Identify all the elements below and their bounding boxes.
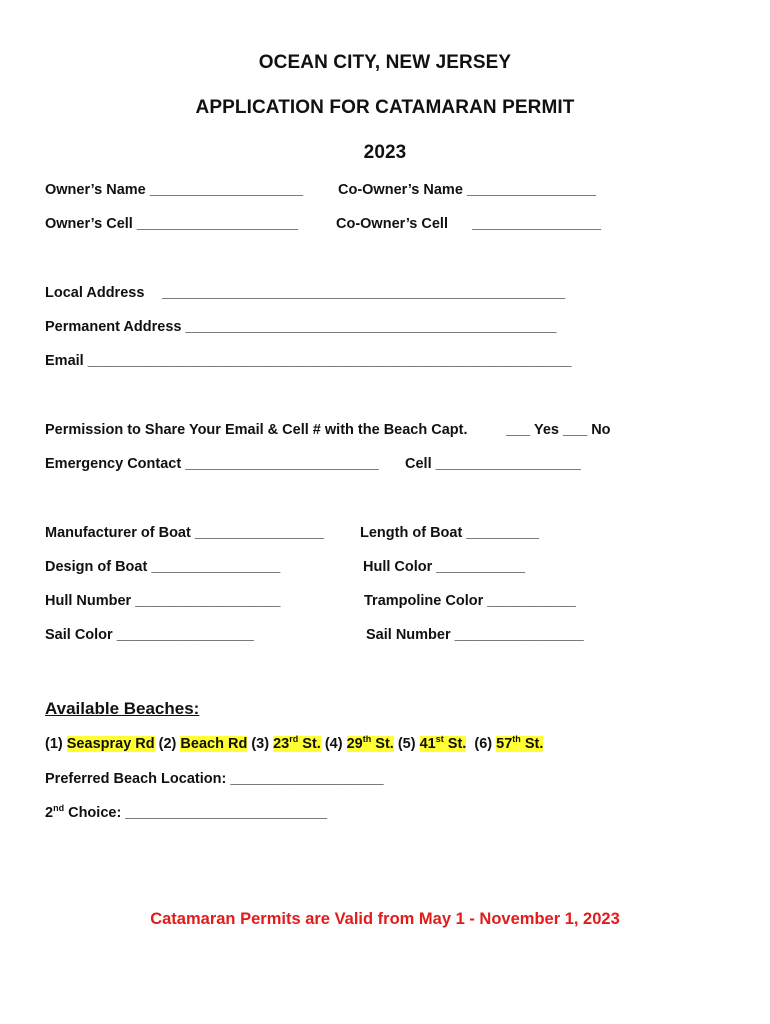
beach-6-sup: th — [512, 734, 521, 744]
beach-2-num: (2) — [158, 736, 177, 752]
permanent-address-field[interactable]: Permanent Address ______________________________________________ — [45, 319, 557, 335]
emergency-cell-field[interactable]: Cell __________________ — [405, 456, 581, 472]
length-field[interactable]: Length of Boat _________ — [360, 525, 539, 541]
co-owners-cell-line[interactable]: ________________ — [472, 216, 602, 232]
beach-2-name: Beach Rd — [180, 736, 248, 752]
owners-cell-field[interactable]: Owner’s Cell ____________________ — [45, 216, 299, 232]
form-title: APPLICATION FOR CATAMARAN PERMIT — [195, 97, 575, 118]
city-title: OCEAN CITY, NEW JERSEY — [258, 52, 512, 73]
second-choice-field[interactable] — [45, 805, 327, 821]
beach-6-num: (6) — [474, 736, 493, 752]
design-field[interactable]: Design of Boat ________________ — [45, 559, 281, 575]
beach-4-name — [347, 736, 394, 752]
beach-3-sup: rd — [289, 734, 299, 744]
share-permission-yes-no[interactable]: ___ Yes ___ No — [506, 422, 611, 438]
beach-5-suffix: St. — [443, 736, 467, 752]
sail-color-field[interactable]: Sail Color _________________ — [45, 627, 254, 643]
beach-4-suffix: St. — [371, 736, 394, 752]
sail-number-field[interactable]: Sail Number ________________ — [366, 627, 584, 643]
beach-1-name: Seaspray Rd — [66, 736, 155, 752]
beach-1-num: (1) — [45, 736, 63, 752]
validity-notice: Catamaran Permits are Valid from May 1 - November 1, 2023 — [150, 910, 620, 928]
second-choice-rest: Choice: _________________________ — [64, 805, 327, 821]
beach-4-base: 29 — [346, 736, 363, 752]
email-field[interactable]: Email ____________________________________________________________ — [45, 353, 572, 369]
beach-5-num: (5) — [397, 736, 416, 752]
share-permission-label: Permission to Share Your Email & Cell # with the Beach Capt. — [45, 422, 468, 438]
second-choice-sup: nd — [53, 803, 65, 813]
manufacturer-field[interactable]: Manufacturer of Boat ________________ — [45, 525, 324, 541]
co-owners-name-field[interactable]: Co-Owner’s Name ________________ — [338, 182, 596, 198]
trampoline-color-field[interactable]: Trampoline Color ___________ — [364, 593, 576, 609]
co-owners-cell-label: Co-Owner’s Cell — [336, 216, 448, 232]
preferred-beach-field[interactable]: Preferred Beach Location: ___________________ — [45, 771, 384, 787]
beach-list — [45, 736, 543, 752]
beach-4-sup: th — [362, 734, 372, 744]
beach-3-num: (3) — [251, 736, 270, 752]
hull-color-field[interactable]: Hull Color ___________ — [363, 559, 526, 575]
form-year: 2023 — [363, 142, 407, 163]
beach-3-name — [273, 736, 321, 752]
owners-name-field[interactable]: Owner’s Name ___________________ — [45, 182, 303, 198]
beach-4-num: (4) — [324, 736, 343, 752]
emergency-contact-field[interactable]: Emergency Contact ________________________ — [45, 456, 379, 472]
local-address-line[interactable]: __________________________________________________ — [162, 285, 566, 301]
beach-6-base: 57 — [496, 736, 513, 752]
beach-3-base: 23 — [273, 736, 290, 752]
beach-5-sup: st — [435, 734, 444, 744]
second-choice-base: 2 — [45, 805, 54, 821]
beach-5-base: 41 — [419, 736, 436, 752]
beach-6-name — [496, 736, 543, 752]
beach-6-suffix: St. — [520, 736, 544, 752]
local-address-label: Local Address — [45, 285, 145, 301]
beach-3-suffix: St. — [298, 736, 321, 752]
beach-5-name — [420, 736, 467, 752]
available-beaches-heading: Available Beaches: — [45, 699, 200, 718]
hull-number-field[interactable]: Hull Number __________________ — [45, 593, 281, 609]
